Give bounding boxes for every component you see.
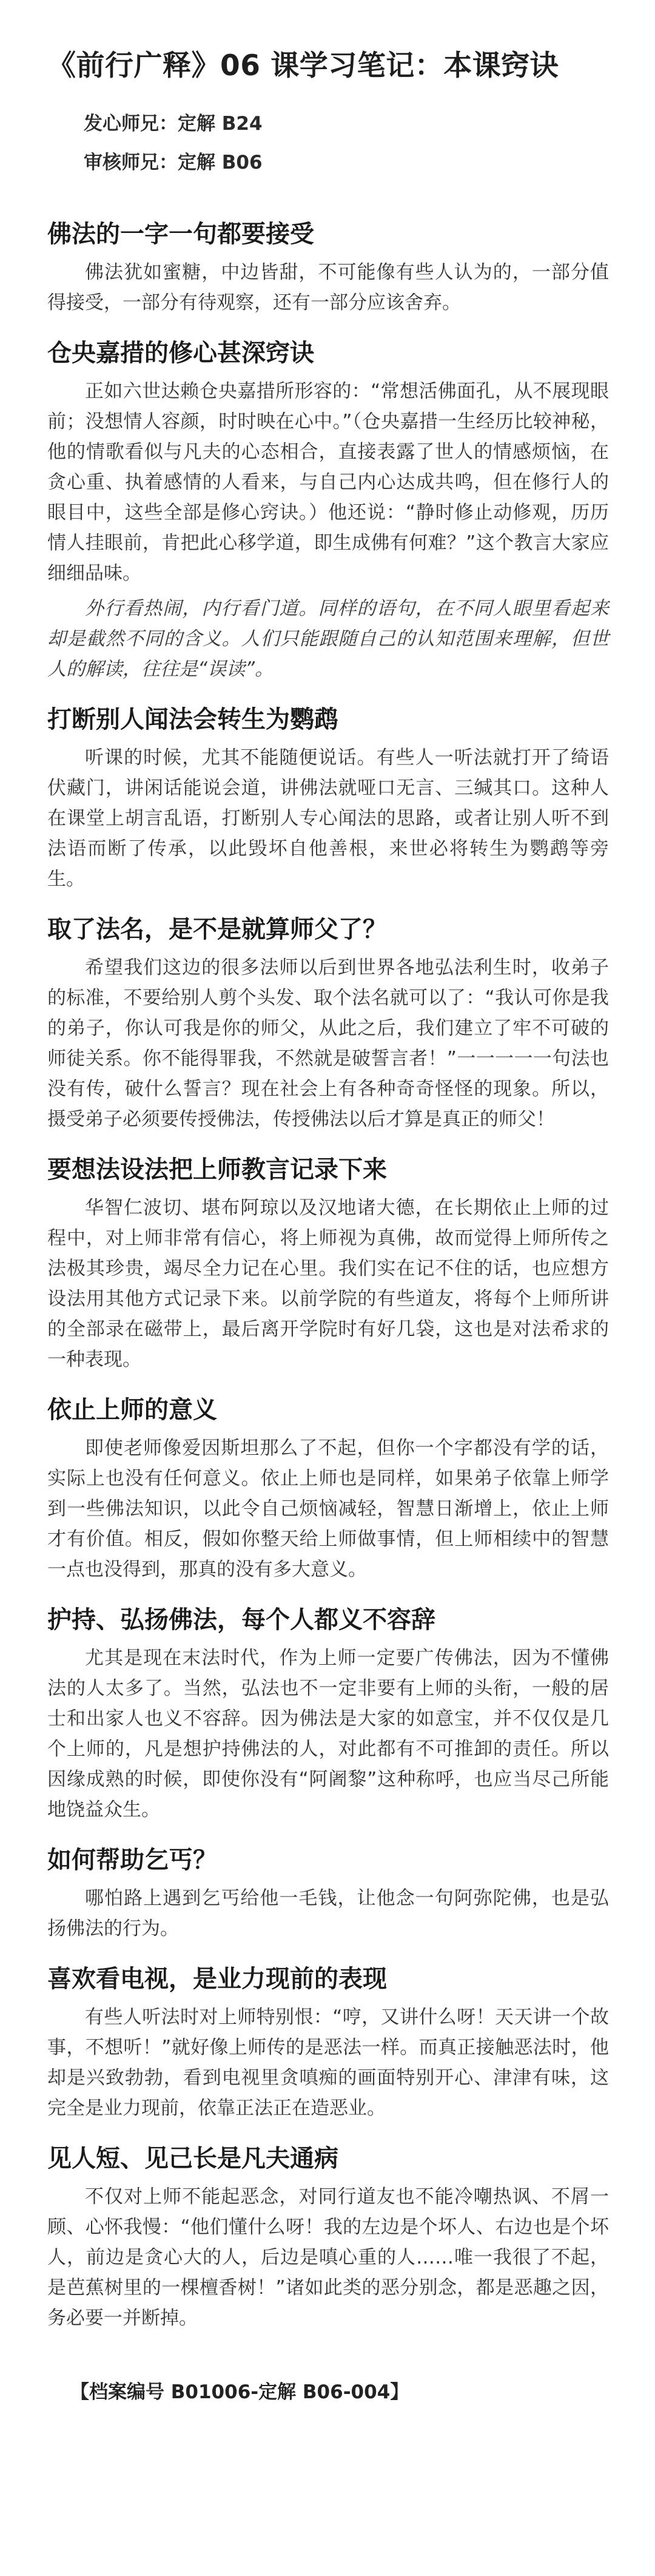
note-section	[47, 701, 609, 894]
reviewer-credit: 审核师兄：定解 B06	[84, 152, 263, 174]
section-paragraph: 希望我们这边的很多法师以后到世界各地弘法利生时，收弟子的标准，不要给别人剪个头发、取个法名就可以了：“我认可你是我的弟子，你认可我是你的师父，从此之后，我们建立了牢不可破的师徒关系。你不能得罪我，不然就是破誓言者！”一一一一一句法也没有传，破什么誓言？现在社会上有各种奇奇怪怪的现象。所以，摄受弟子必须要传授佛法，传授佛法以后才算是真正的师父！	[47, 957, 609, 1130]
note-section	[47, 1392, 609, 1585]
section-paragraph: 有些人听法时对上师特别恨：“哼，又讲什么呀！天天讲一个故事，不想听！”就好像上师传的是恶法一样。而真正接触恶法时，他却是兴致勃勃，看到电视里贪嗔痴的画面特别开心、津津有味，这完全是业力现前，依靠正法正在造恶业。	[47, 2006, 609, 2119]
note-section	[47, 335, 609, 684]
note-section	[47, 216, 609, 318]
section-heading: 佛法的一字一句都要接受	[47, 220, 314, 248]
section-heading: 取了法名，是不是就算师父了？	[47, 915, 387, 943]
section-paragraph: 即使老师像爱因斯坦那么了不起，但你一个字都没有学的话，实际上也没有任何意义。依止上师也是同样，如果弟子依靠上师学到一些佛法知识，以此令自己烦恼减轻，智慧日渐增上，依止上师才有价值。相反，假如你整天给上师做事情，但上师相续中的智慧一点也没得到，那真的没有多大意义。	[47, 1437, 609, 1580]
section-paragraph: 华智仁波切、堪布阿琼以及汉地诸大德，在长期依止上师的过程中，对上师非常有信心，将上师视为真佛，故而觉得上师所传之法极其珍贵，竭尽全力记在心里。我们实在记不住的话，也应想方设法用其他方式记录下来。以前学院的有些道友，将每个上师所讲的全部录在磁带上，最后离开学院时有好几袋，这也是对法希求的一种表现。	[47, 1197, 609, 1371]
section-heading: 喜欢看电视，是业力现前的表现	[47, 1965, 387, 1993]
section-paragraph: 尤其是现在末法时代，作为上师一定要广传佛法，因为不懂佛法的人太多了。当然，弘法也不一定非要有上师的头衔，一般的居士和出家人也义不容辞。因为佛法是大家的如意宝，并不仅仅是几个上师的，凡是想护持佛法的人，对此都有不可推卸的责任。所以因缘成熟的时候，即使你没有“阿阇黎”这种称呼，也应当尽己所能地饶益众生。	[47, 1647, 609, 1821]
section-paragraph: 佛法犹如蜜糖，中边皆甜，不可能像有些人认为的，一部分值得接受，一部分有待观察，还有一部分应该舍弃。	[47, 261, 609, 314]
notes-body	[47, 216, 609, 2333]
section-heading: 要想法设法把上师教言记录下来	[47, 1156, 387, 1184]
note-section	[47, 911, 609, 1135]
section-heading: 护持、弘扬佛法，每个人都义不容辞	[47, 1606, 435, 1634]
note-section	[47, 1602, 609, 1825]
archive-number: 【档案编号 B01006-定解 B06-004】	[70, 2381, 409, 2403]
note-section	[47, 1842, 609, 1944]
section-commentary: 外行看热闹，内行看门道。同样的语句，在不同人眼里看起来却是截然不同的含义。人们只能跟随自己的认知范围来理解，但世人的解读，往往是“误读”。	[47, 598, 609, 680]
note-section	[47, 2140, 609, 2333]
note-section	[47, 1151, 609, 1375]
section-heading: 依止上师的意义	[47, 1396, 217, 1424]
section-paragraph: 听课的时候，尤其不能随便说话。有些人一听法就打开了绮语伏藏门，讲闲话能说会道，讲佛法就哑口无言、三缄其口。这种人在课堂上胡言乱语，打断别人专心闻法的思路，或者让别人听不到法语而断了传承，以此毁坏自他善根，来世必将转生为鹦鹉等旁生。	[47, 747, 609, 890]
meta-block	[84, 104, 609, 182]
section-paragraph: 不仅对上师不能起恶念，对同行道友也不能冷嘲热讽、不屑一顾、心怀我慢：“他们懂什么呀！我的左边是个坏人、右边也是个坏人，前边是贪心大的人，后边是嗔心重的人……唯一我很了不起，是芭蕉树里的一棵檀香树！”诸如此类的恶分别念，都是恶趣之因，务必要一并断掉。	[47, 2186, 609, 2329]
note-section	[47, 1961, 609, 2123]
section-paragraph: 哪怕路上遇到乞丐给他一毛钱，让他念一句阿弥陀佛，也是弘扬佛法的行为。	[47, 1887, 609, 1940]
section-paragraph: 正如六世达赖仓央嘉措所形容的：“常想活佛面孔，从不展现眼前；没想情人容颜，时时映在心中。”（仓央嘉措一生经历比较神秘，他的情歌看似与凡夫的心态相合，直接表露了世人的情感烦恼，在贪心重、执着感情的人看来，与自己内心达成共鸣，但在修行人的眼目中，这些全部是修心窍诀。）他还说：“静时修止动修观，历历情人挂眼前，肯把此心移学道，即生成佛有何难？”这个教言大家应细细品味。	[47, 380, 609, 584]
page-title: 《前行广释》06 课学习笔记：本课窍诀	[47, 49, 559, 83]
initiator-credit: 发心师兄：定解 B24	[84, 113, 263, 135]
section-heading: 仓央嘉措的修心甚深窍诀	[47, 339, 314, 367]
section-heading: 打断别人闻法会转生为鹦鹉	[47, 706, 338, 733]
section-heading: 如何帮助乞丐？	[47, 1846, 217, 1874]
section-heading: 见人短、见己长是凡夫通病	[47, 2145, 338, 2173]
